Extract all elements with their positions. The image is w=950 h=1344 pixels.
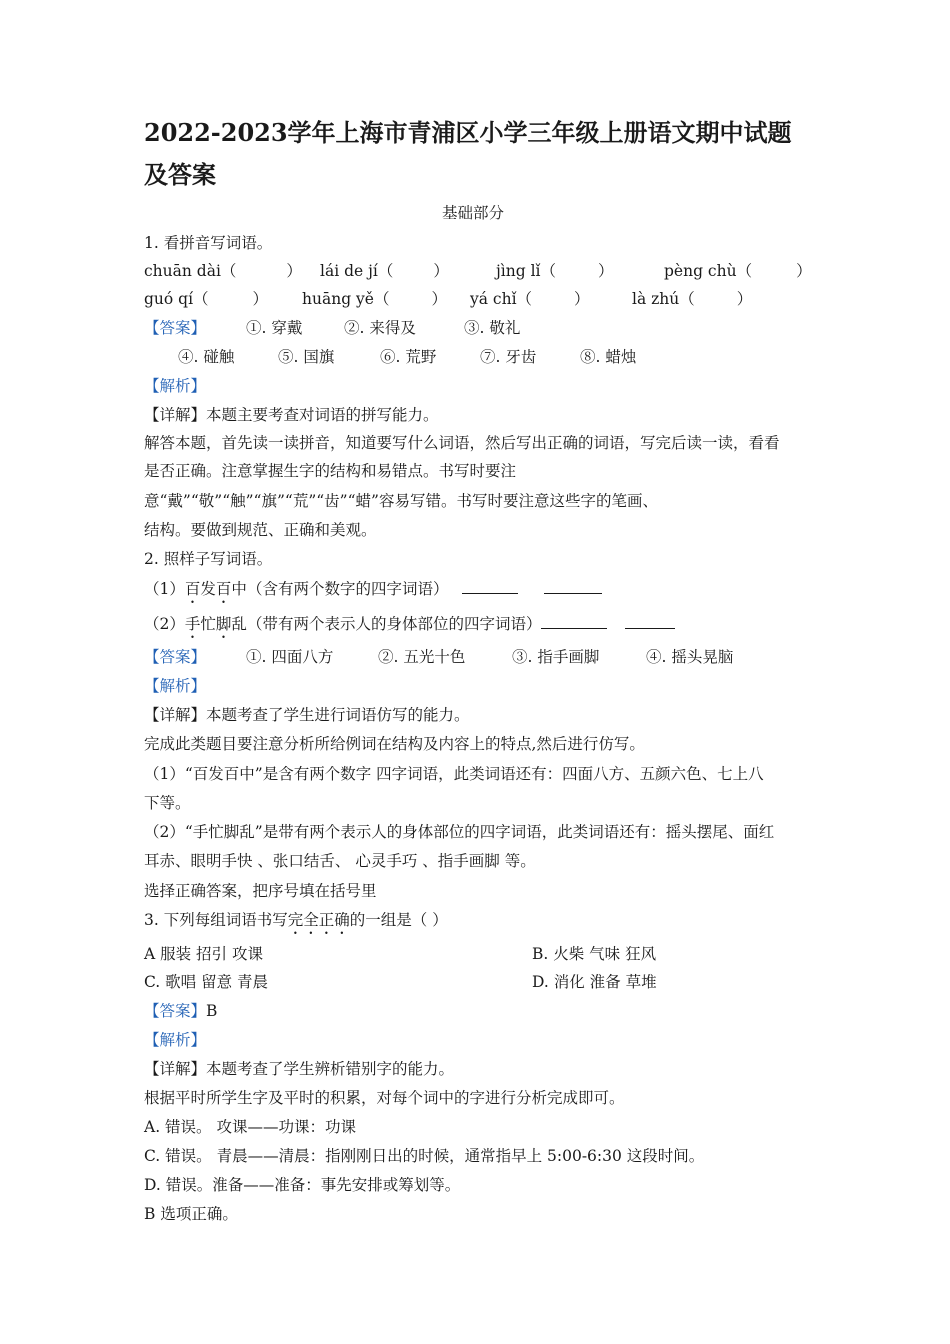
q3-stem: 3. 下列每组词语书写完全正确的一组是（ ） bbox=[144, 911, 448, 929]
q3-option-a: A 服装 招引 攻课 bbox=[144, 945, 263, 963]
q1-answer-3: ③. 敬礼 bbox=[464, 319, 521, 337]
q1-para-1: 解答本题，首先读一读拼音，知道要写什么词语，然后写出正确的词语，写完后读一读，看看 bbox=[144, 434, 780, 452]
q2-stem: 2. 照样子写词语。 bbox=[144, 550, 273, 568]
q1-detail: 【详解】本题主要考查对词语的拼写能力。 bbox=[144, 406, 439, 424]
q1-pinyin-5: guó qí（ ） bbox=[144, 290, 269, 308]
q3-para-3: C. 错误。 青晨——清晨：指刚刚日出的时候，通常指早上 5:00-6:30 这段时间。 bbox=[144, 1147, 705, 1165]
q2-item-2: （2）手忙脚乱（带有两个表示人的身体部位的四字词语） bbox=[144, 613, 675, 642]
q3-option-c: C. 歌唱 留意 青晨 bbox=[144, 973, 269, 991]
q2-para-2: （1）“百发百中”是含有两个数字 四字词语，此类词语还有：四面八方、五颜六色、七上八 bbox=[144, 765, 764, 783]
q1-analysis-tag: 【解析】 bbox=[144, 377, 207, 395]
q3-para-1: 根据平时所学生字及平时的积累，对每个词中的字进行分析完成即可。 bbox=[144, 1089, 625, 1107]
q1-answer-7: ⑦. 牙齿 bbox=[480, 348, 537, 366]
q2-blank-3[interactable] bbox=[541, 614, 607, 629]
q2-analysis-tag: 【解析】 bbox=[144, 677, 207, 695]
q1-pinyin-3: jìng lǐ（ ） bbox=[496, 262, 614, 280]
q1-answer-1: ①. 穿戴 bbox=[246, 319, 303, 337]
q2-blank-2[interactable] bbox=[544, 579, 602, 594]
q1-pinyin-4: pèng chù（ ） bbox=[664, 262, 812, 280]
doc-title-line1: 2022-2023学年上海市青浦区小学三年级上册语文期中试题 bbox=[144, 118, 792, 147]
q2-para-3: 下等。 bbox=[144, 794, 191, 812]
q1-pinyin-1: chuān dài（ ） bbox=[144, 262, 302, 280]
q1-answer-4: ④. 碰触 bbox=[178, 348, 235, 366]
q3-para-5: B 选项正确。 bbox=[144, 1205, 238, 1223]
q1-answer-5: ⑤. 国旗 bbox=[278, 348, 335, 366]
q1-pinyin-6: huāng yě（ ） bbox=[302, 290, 447, 308]
q1-pinyin-7: yá chǐ（ ） bbox=[470, 290, 590, 308]
q3-detail: 【详解】本题考查了学生辨析错别字的能力。 bbox=[144, 1060, 455, 1078]
doc-title-line2: 及答案 bbox=[144, 160, 216, 189]
q1-answer-tag: 【答案】 bbox=[144, 319, 207, 337]
q1-answer-6: ⑥. 荒野 bbox=[380, 348, 437, 366]
q1-answer-2: ②. 来得及 bbox=[344, 319, 416, 337]
section-heading: 基础部分 bbox=[442, 204, 505, 222]
q1-pinyin-2: lái de jí（ ） bbox=[320, 262, 449, 280]
q2-blank-4[interactable] bbox=[625, 614, 675, 629]
q3-answer: 【答案】B bbox=[144, 1002, 218, 1020]
q1-pinyin-8: là zhú（ ） bbox=[632, 290, 753, 308]
q1-answer-8: ⑧. 蜡烛 bbox=[580, 348, 637, 366]
q3-para-2: A. 错误。 攻课——功课：功课 bbox=[144, 1118, 356, 1136]
q3-para-4: D. 错误。淮备——准备：事先安排或筹划等。 bbox=[144, 1176, 461, 1194]
q3-analysis-tag: 【解析】 bbox=[144, 1031, 207, 1049]
q1-para-4: 结构。要做到规范、正确和美观。 bbox=[144, 521, 377, 539]
q2-blank-1[interactable] bbox=[462, 579, 518, 594]
q3-option-b: B. 火柴 气味 狂风 bbox=[532, 945, 657, 963]
q2-detail: 【详解】本题考查了学生进行词语仿写的能力。 bbox=[144, 706, 470, 724]
q2-item-1: （1）百发百中（含有两个数字的四字词语） bbox=[144, 578, 602, 607]
q2-para-4: （2）“手忙脚乱”是带有两个表示人的身体部位的四字词语，此类词语还有：摇头摆尾、面红 bbox=[144, 823, 775, 841]
q2-para-5: 耳赤、眼明手快 、张口结舌、 心灵手巧 、指手画脚 等。 bbox=[144, 852, 536, 870]
q2-answer-4: ④. 摇头晃脑 bbox=[646, 648, 734, 666]
q1-para-2: 是否正确。注意掌握生字的结构和易错点。书写时要注 bbox=[144, 462, 517, 480]
q2-answer-1: ①. 四面八方 bbox=[246, 648, 334, 666]
q3-option-d: D. 消化 淮备 草堆 bbox=[532, 973, 657, 991]
q2-answer-tag: 【答案】 bbox=[144, 648, 207, 666]
q2-answer-2: ②. 五光十色 bbox=[378, 648, 466, 666]
q2-answer-3: ③. 指手画脚 bbox=[512, 648, 600, 666]
q2-para-6: 选择正确答案，把序号填在括号里 bbox=[144, 882, 377, 900]
q2-para-1: 完成此类题目要注意分析所给例词在结构及内容上的特点,然后进行仿写。 bbox=[144, 735, 645, 753]
q1-para-3: 意“戴”“敬”“触”“旗”“荒”“齿”“蜡”容易写错。书写时要注意这些字的笔画、 bbox=[144, 492, 658, 510]
q1-stem: 1. 看拼音写词语。 bbox=[144, 234, 273, 252]
